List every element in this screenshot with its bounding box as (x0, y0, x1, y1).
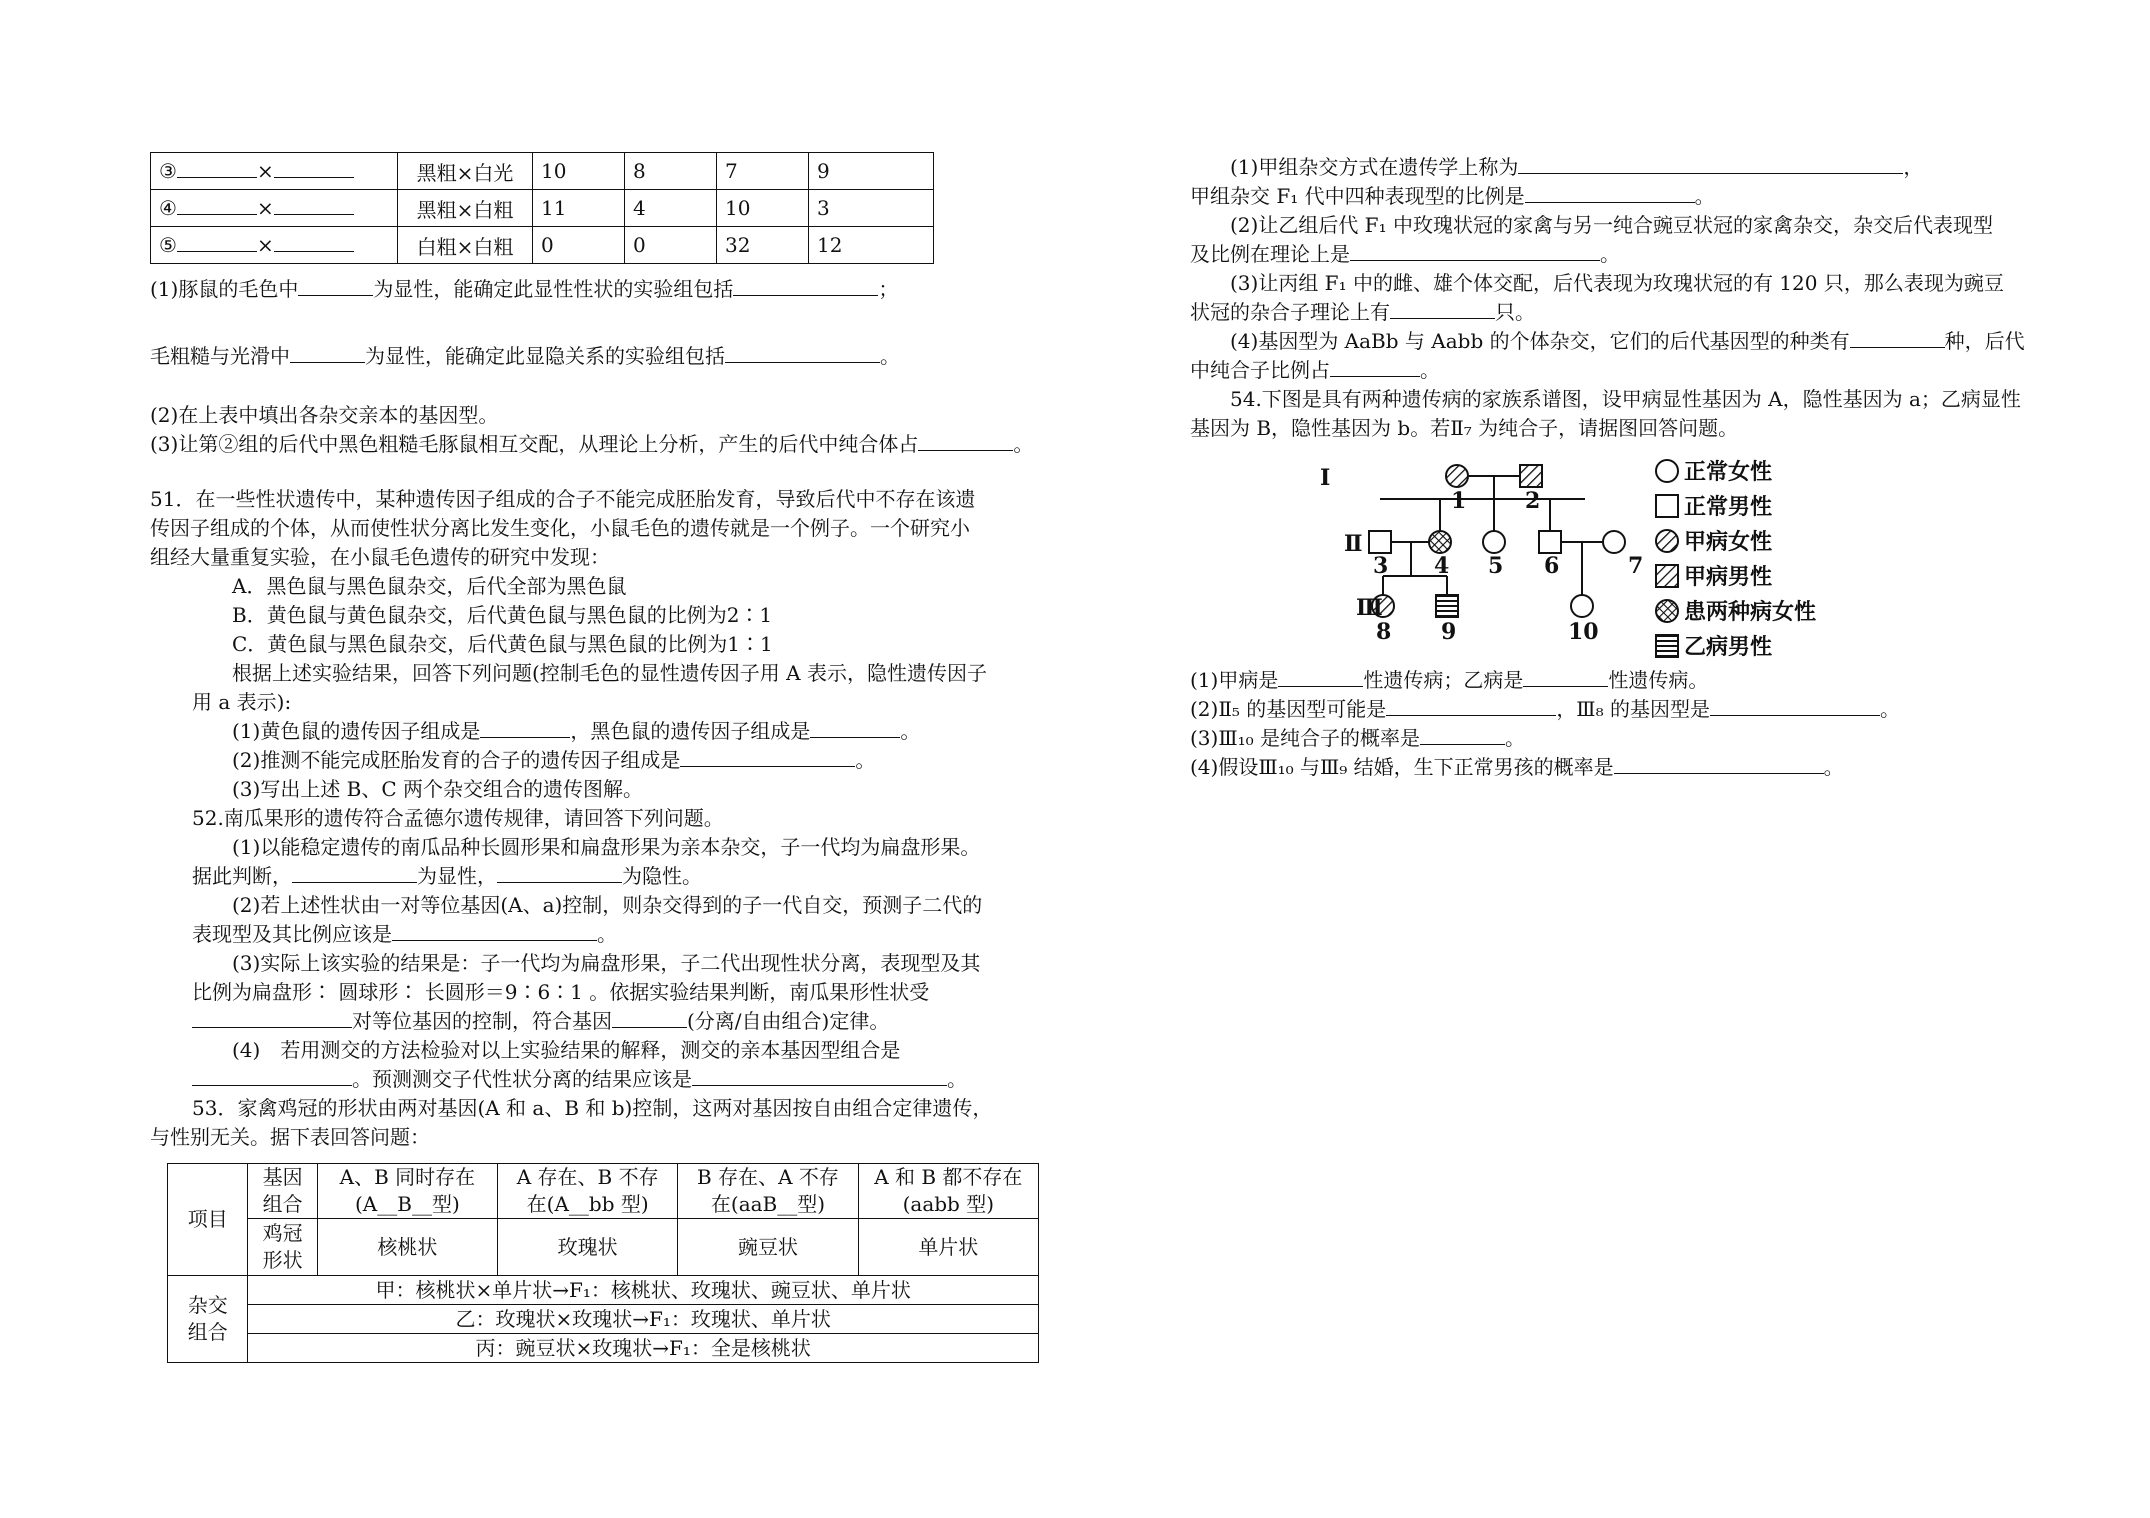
answer-blank[interactable] (1330, 358, 1420, 377)
q54-3: (3)Ⅲ₁₀ 是纯合子的概率是 。 (1190, 726, 1526, 750)
q54-1: (1)甲病是 性遗传病；乙病是 性遗传病。 (1190, 668, 1709, 692)
count-cell: 10 (717, 190, 809, 227)
table-row (168, 1164, 1039, 1219)
individual-III9 (1436, 595, 1458, 617)
q52-stem: 52.南瓜果形的遗传符合孟德尔遗传规律，请回答下列问题。 (192, 806, 724, 830)
q51-instruction: 用 a 表示): (192, 690, 292, 714)
table-row (151, 153, 934, 190)
q53-4: (4)基因型为 AaBb 与 Aabb 的个体杂交，它们的后代基因型的种类有 种，后代 (1230, 329, 2025, 353)
parent-genotype-cell[interactable]: ⑤ × (151, 227, 398, 264)
generation-label: Ⅲ (1356, 595, 1383, 621)
answer-blank[interactable] (1278, 668, 1363, 687)
answer-blank[interactable] (1710, 697, 1880, 716)
q54-2: (2)Ⅱ₅ 的基因型可能是 ，Ⅲ₈ 的基因型是 。 (1190, 697, 1900, 721)
q51-option-a: A．黑色鼠与黑色鼠杂交，后代全部为黑色鼠 (232, 574, 627, 598)
project-cell: 项目 (168, 1164, 248, 1276)
genotype-header: 在(A__bb 型) (526, 1192, 649, 1216)
answer-blank[interactable] (1850, 329, 1945, 348)
left-column (150, 275, 1090, 1152)
q52-3: (3)实际上该实验的结果是：子一代均为扁盘形果，子二代出现性状分离，表现型及其 (232, 951, 981, 975)
individual-number: 4 (1434, 553, 1450, 579)
answer-blank[interactable] (692, 1067, 947, 1086)
count-cell: 12 (809, 227, 934, 264)
q51-option-b: B．黄色鼠与黄色鼠杂交，后代黄色鼠与黑色鼠的比例为2∶1 (232, 603, 773, 627)
shape-cell: 单片状 (858, 1219, 1038, 1276)
answer-blank[interactable] (192, 1067, 352, 1086)
q51-2: (2)推测不能完成胚胎发育的合子的遗传因子组成是 。 (232, 748, 876, 772)
q53-1b: 甲组杂交 F₁ 代中四种表现型的比例是 。 (1190, 184, 1715, 208)
comb-shape-label: 鸡冠形状 (248, 1219, 317, 1276)
count-cell: 7 (717, 153, 809, 190)
individual-II5 (1483, 531, 1505, 553)
q54-stem: 基因为 B，隐性基因为 b。若Ⅱ₇ 为纯合子，请据图回答问题。 (1190, 416, 1739, 440)
individual-II3 (1369, 531, 1391, 553)
answer-blank[interactable] (612, 1009, 687, 1028)
individual-number: 7 (1628, 553, 1644, 579)
answer-blank[interactable] (1614, 755, 1824, 774)
q52-4b: 。预测测交子代性状分离的结果应该是 。 (150, 1065, 1090, 1094)
genotype-header: (aabb 型) (902, 1192, 995, 1216)
answer-blank[interactable] (1386, 697, 1556, 716)
count-cell: 3 (809, 190, 934, 227)
parent-genotype-cell[interactable]: ④ × (151, 190, 398, 227)
answer-blank[interactable] (192, 1009, 352, 1028)
q53-3: (3)让丙组 F₁ 中的雌、雄个体交配，后代表现为玫瑰状冠的有 120 只，那么表现为豌豆 (1230, 271, 2004, 295)
q52-4: (4) 若用测交的方法检验对以上实验结果的解释，测交的亲本基因型组合是 (232, 1038, 901, 1062)
q53-2b: 及比例在理论上是 。 (1190, 242, 1620, 266)
cross-cell: 黑粗×白粗 (398, 190, 533, 227)
generation-label: Ⅱ (1344, 531, 1363, 557)
comb-shape-table (167, 1163, 1039, 1363)
q53-3b: 状冠的杂合子理论上有 只。 (1190, 300, 1535, 324)
q52-1: (1)以能稳定遗传的南瓜品种长圆形果和扁盘形果为亲本杂交，子一代均为扁盘形果。 (232, 835, 981, 859)
individual-number: 2 (1525, 488, 1541, 514)
shape-cell: 核桃状 (317, 1219, 497, 1276)
legend-both-diseases-female-icon (1656, 600, 1678, 622)
q51-stem: 传因子组成的个体，从而使性状分离比发生变化，小鼠毛色的遗传就是一个例子。一个研究小 (150, 516, 970, 540)
q52-1b: 据此判断， 为显性， 为隐性。 (192, 864, 702, 888)
legend-label: 乙病男性 (1684, 634, 1773, 660)
individual-number: 8 (1376, 619, 1392, 645)
genotype-header: A 存在、B 不存 (516, 1165, 659, 1189)
count-cell: 4 (625, 190, 717, 227)
q50-1b: 毛粗糙与光滑中 为显性，能确定此显隐关系的实验组包括 。 (150, 344, 900, 368)
individual-II6 (1539, 531, 1561, 553)
count-cell: 32 (717, 227, 809, 264)
q51-option-c: C．黄色鼠与黑色鼠杂交，后代黄色鼠与黑色鼠的比例为1∶1 (232, 632, 773, 656)
table-row (168, 1305, 1039, 1334)
parent-genotype-cell[interactable]: ③ × (151, 153, 398, 190)
shape-cell: 豌豆状 (678, 1219, 858, 1276)
table-row (168, 1276, 1039, 1305)
table-row (168, 1219, 1039, 1276)
q51-stem: 组经大量重复实验，在小鼠毛色遗传的研究中发现： (150, 545, 610, 569)
legend-label: 正常女性 (1684, 459, 1773, 485)
q50-2: (2)在上表中填出各杂交亲本的基因型。 (150, 403, 499, 427)
answer-blank[interactable] (1518, 155, 1903, 174)
individual-number: 10 (1568, 619, 1599, 645)
count-cell: 0 (625, 227, 717, 264)
legend-label: 甲病女性 (1684, 529, 1773, 555)
individual-I1 (1446, 465, 1468, 487)
cross-label-cell: 杂交组合 (168, 1276, 248, 1363)
cross-table (150, 152, 934, 264)
q53-stem: 与性别无关。据下表回答问题： (150, 1125, 430, 1149)
table-row (151, 190, 934, 227)
q52-2b: 表现型及其比例应该是 。 (192, 922, 617, 946)
q52-2: (2)若上述性状由一对等位基因(A、a)控制，则杂交得到的子一代自交，预测子二代的 (232, 893, 983, 917)
cross-cell: 白粗×白粗 (398, 227, 533, 264)
cross-cell: 乙：玫瑰状×玫瑰状→F₁：玫瑰状、单片状 (248, 1305, 1039, 1334)
legend-label: 正常男性 (1684, 494, 1773, 520)
q54-stem: 54.下图是具有两种遗传病的家族系谱图，设甲病显性基因为 A，隐性基因为 a；乙病显性 (1230, 387, 2021, 411)
individual-number: 5 (1488, 553, 1504, 579)
legend-normal-female-icon (1656, 460, 1678, 482)
q51-instruction: 根据上述实验结果，回答下列问题(控制毛色的显性遗传因子用 A 表示，隐性遗传因子 (232, 661, 987, 685)
individual-I2 (1520, 465, 1542, 487)
generation-label: I (1320, 465, 1331, 491)
genotype-header: (A__B__型) (355, 1192, 460, 1216)
answer-blank[interactable] (497, 864, 622, 883)
q53-stem: 53．家禽鸡冠的形状由两对基因(A 和 a、B 和 b)控制，这两对基因按自由组合定律遗传， (192, 1096, 993, 1120)
answer-blank[interactable] (1350, 242, 1600, 261)
pedigree-legend (1656, 460, 1678, 657)
count-cell: 8 (625, 153, 717, 190)
cross-cell: 甲：核桃状×单片状→F₁：核桃状、玫瑰状、豌豆状、单片状 (248, 1276, 1039, 1305)
legend-normal-male-icon (1656, 495, 1678, 517)
answer-blank[interactable] (290, 344, 365, 363)
table-row (151, 227, 934, 264)
answer-blank[interactable] (1525, 184, 1695, 203)
cross-cell: 黑粗×白光 (398, 153, 533, 190)
legend-label: 患两种病女性 (1684, 599, 1817, 625)
q51-1: (1)黄色鼠的遗传因子组成是 ，黑色鼠的遗传因子组成是 。 (232, 719, 921, 743)
genotype-header: B 存在、A 不存 (697, 1165, 839, 1189)
legend-disease-b-male-icon (1656, 635, 1678, 657)
q52-3c: 对等位基因的控制，符合基因 (分离/自由组合)定律。 (150, 1007, 1090, 1036)
count-cell: 9 (809, 153, 934, 190)
answer-blank[interactable] (480, 719, 570, 738)
individual-number: 6 (1544, 553, 1560, 579)
q50-1a: (1)豚鼠的毛色中 为显性，能确定此显性性状的实验组包括 ； (150, 277, 899, 301)
q52-3b: 比例为扁盘形∶ 圆球形∶ 长圆形＝9∶6∶1 。依据实验结果判断，南瓜果形性状受 (192, 980, 930, 1004)
cross-cell: 丙：豌豆状×玫瑰状→F₁：全是核桃状 (248, 1334, 1039, 1363)
answer-blank[interactable] (918, 432, 1013, 451)
legend-disease-a-female-icon (1656, 530, 1678, 552)
q53-1a: (1)甲组杂交方式在遗传学上称为 ， (1230, 155, 1924, 179)
individual-II4 (1429, 531, 1451, 553)
count-cell: 10 (533, 153, 625, 190)
q53-4b: 中纯合子比例占 。 (1190, 358, 1440, 382)
count-cell: 0 (533, 227, 625, 264)
answer-blank[interactable] (810, 719, 900, 738)
answer-blank[interactable] (1420, 726, 1505, 745)
legend-disease-a-male-icon (1656, 565, 1678, 587)
answer-blank[interactable] (392, 922, 597, 941)
q51-3: (3)写出上述 B、C 两个杂交组合的遗传图解。 (232, 777, 644, 801)
answer-blank[interactable] (1523, 668, 1608, 687)
table-row (168, 1334, 1039, 1363)
q54-4: (4)假设Ⅲ₁₀ 与Ⅲ₉ 结婚，生下正常男孩的概率是 。 (1190, 755, 1844, 779)
legend-label: 甲病男性 (1684, 564, 1773, 590)
individual-number: 1 (1451, 488, 1467, 514)
answer-blank[interactable] (298, 277, 373, 296)
answer-blank[interactable] (1390, 300, 1495, 319)
genotype-header: 在(aaB__型) (710, 1192, 826, 1216)
individual-number: 3 (1373, 553, 1389, 579)
right-column (1148, 153, 2028, 443)
genotype-header: A、B 同时存在 (339, 1165, 476, 1189)
answer-blank[interactable] (725, 344, 880, 363)
answer-blank[interactable] (680, 748, 855, 767)
gene-combo-label: 基因组合 (248, 1164, 317, 1219)
individual-III10 (1571, 595, 1593, 617)
q54-answers (1190, 666, 2010, 782)
individual-II7 (1603, 531, 1625, 553)
q53-2: (2)让乙组后代 F₁ 中玫瑰状冠的家禽与另一纯合豌豆状冠的家禽杂交，杂交后代表现型 (1230, 213, 1993, 237)
answer-blank[interactable] (292, 864, 417, 883)
individual-number: 9 (1441, 619, 1457, 645)
q51-stem: 51．在一些性状遗传中，某种遗传因子组成的合子不能完成胚胎发育，导致后代中不存在该遗 (150, 487, 976, 511)
q50-3: (3)让第②组的后代中黑色粗糙毛豚鼠相互交配，从理论上分析，产生的后代中纯合体占 。 (150, 432, 1034, 456)
genotype-header: A 和 B 都不存在 (874, 1165, 1023, 1189)
pedigree-chart (1320, 455, 1840, 665)
count-cell: 11 (533, 190, 625, 227)
shape-cell: 玫瑰状 (498, 1219, 678, 1276)
answer-blank[interactable] (733, 277, 878, 296)
